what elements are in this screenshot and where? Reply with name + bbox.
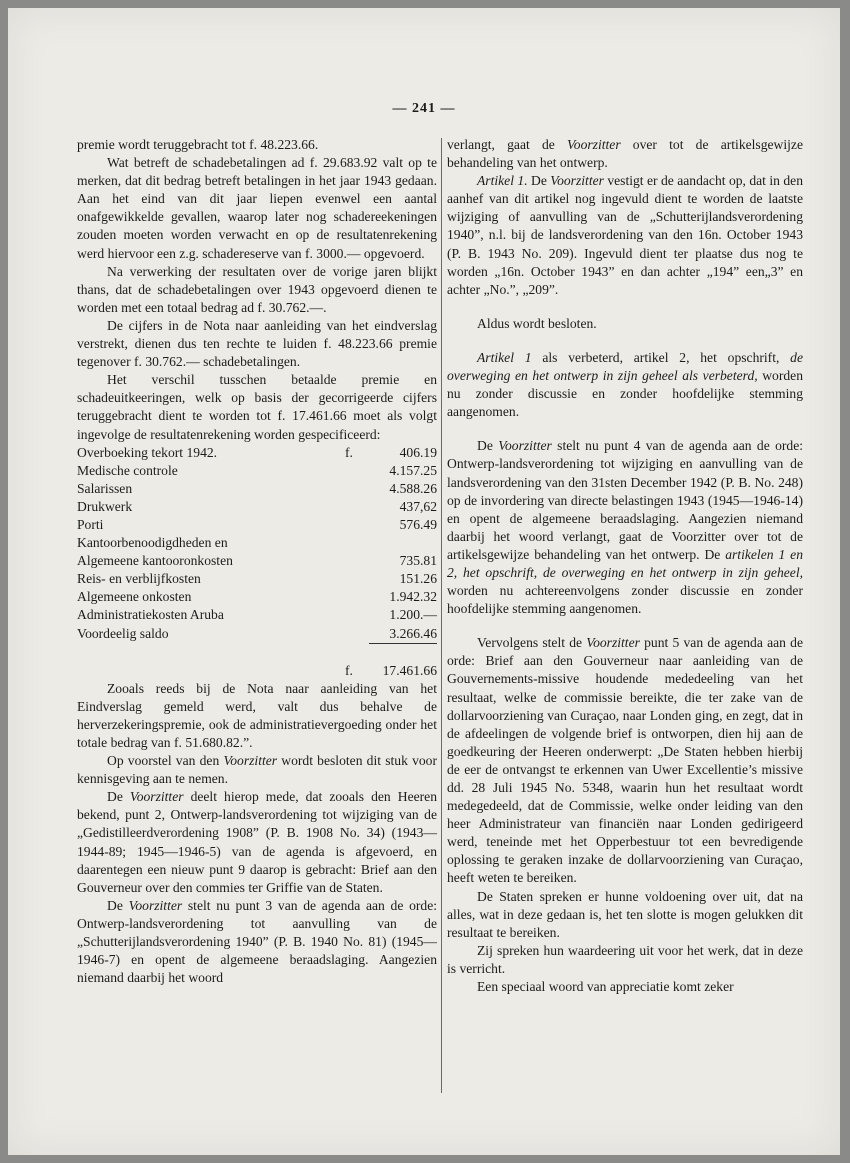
account-row [77, 516, 437, 534]
paragraph: Het verschil tusschen betaalde premie en schadeuitkeeringen, welk op basis der gecorrigeerde cijfers teruggebracht dient te worden tot f. 17.461.66 moet als volgt ingevolge de resultatenrekening worden gespecificeerd: [77, 372, 437, 442]
account-cur [329, 625, 369, 644]
account-label: Kantoorbenoodigdheden en [77, 535, 228, 551]
account-label: Drukwerk [77, 498, 133, 514]
paragraph: De Voorzitter stelt nu punt 4 van de agenda aan de orde: Ontwerp-landsverordening tot wijziging en aanvulling van de landsverordening van den 31sten December 1942 (P. B. No. 248) op de invordering van directe belastingen 1943 (1945—1946-14) en opent de algemeene beraadslaging. Aangezien niemand daarbij het woord verlangt, gaat de Voorzitter over tot de artikelsgewijze behandeling van het ontwerp. De artikelen 1 en 2, het opschrift, de overweging en het ontwerp in zijn geheel, worden nu achtereenvolgens zonder discussie en zonder hoofdelijke stemming aangenomen. [447, 438, 804, 617]
account-amount: 1.200.— [389, 607, 437, 623]
paragraph: Zij spreken hun waardeering uit voor het werk, dat in deze is verricht. [447, 942, 803, 976]
account-cur [329, 462, 369, 480]
account-row [77, 462, 437, 480]
left-column [77, 136, 437, 987]
account-row [77, 480, 437, 498]
account-label: Reis- en verblijfkosten [77, 571, 201, 587]
account-row [77, 498, 437, 516]
account-amount: 576.49 [399, 516, 437, 532]
account-row [77, 570, 437, 588]
paragraph: De Staten spreken er hunne voldoening over uit, dat na alles, wat in deze gedaan is, het ten slotte is mogen gelukken dit resultaat te bereiken. [447, 888, 803, 940]
paragraph: Op voorstel van den Voorzitter wordt besloten dit stuk voor kennisgeving aan te nemen. [77, 753, 437, 787]
account-amount [369, 534, 437, 552]
account-row [77, 606, 437, 624]
paragraph: Zooals reeds bij de Nota naar aanleiding van het Eindverslag gemeld werd, valt dus behalve de herverzekeringspremie, ook de administratievergoeding onder het totale bedrag van f. 51.680.82.”. [77, 680, 437, 750]
account-row [77, 588, 437, 606]
paragraph: De Voorzitter stelt nu punt 3 van de agenda aan de orde: Ontwerp-landsverordening tot aanvulling van de „Schutterijlandsverordening 1940” (P. B. 1940 No. 81) (1945—1946-7) en opent de algemeene beraadslaging. Aangezien niemand daarbij het woord [77, 897, 437, 986]
account-cur: f. [345, 444, 353, 460]
paragraph: De Voorzitter deelt hierop mede, dat zooals den Heeren bekend, punt 2, Ontwerp-landsverordening tot wijziging van de „Gedistilleerdverordening 1908” (P. B. 1908 No. 34) (1943—1944-89; 1945—1946-5) van de agenda is afgevoerd, en daarentegen een nieuw punt 9 daarop is gebracht: Brief aan den Gouverneur over den commies ter Griffie van de Staten. [77, 789, 438, 895]
account-amount: 735.81 [399, 553, 437, 569]
paragraph: Een speciaal woord van appreciatie komt zeker [477, 979, 734, 995]
account-cur [329, 480, 369, 498]
account-cur [329, 588, 369, 606]
account-amount: 437,62 [399, 498, 437, 514]
paragraph: premie wordt teruggebracht tot f. 48.223.66. [77, 137, 319, 152]
account-label: Salarissen [77, 480, 133, 496]
paragraph: Aldus wordt besloten. [477, 315, 597, 331]
account-amount: 3.266.46 [389, 625, 437, 641]
account-label: Medische controle [77, 462, 178, 478]
page-number: — 241 — [392, 101, 456, 116]
paragraph: Vervolgens stelt de Voorzitter punt 5 van de agenda aan de orde: Brief aan den Gouverneur naar aanleiding van de Gouvernements-missive houdende mededeeling van het resultaat, welke de commissie bereikte, die ter zake van de dollarvoorziening van Curaçao, naar Londen ging, en zegt, dat in de afdeelingen de volgende brief is ontworpen, dien hij aan de goedkeuring der Heeren onderwerpt: „De Staten hebben hierbij de eer de ontvangst te erkennen van Uwer Excellentie’s missive dd. 28 Juli 1945 No. 5348, waarin hun het resultaat wordt medegedeeld, dat de Commissie, welke onder leiding van den heer Administrateur van financiën naar Londen gedirigeerd werd, teneinde met het Opperbestuur tot een bevredigende oplossing te geraken inzake de dollarvoorziening van Curaçao, heeft weten te bereiken. [447, 635, 803, 886]
account-row [77, 534, 437, 552]
account-amount: 1.942.32 [389, 589, 437, 605]
accounts-table [77, 444, 437, 680]
total-amount: 17.461.66 [382, 662, 437, 678]
paragraph: Artikel 1. De Voorzitter vestigt er de aandacht op, dat in den aanhef van dit artikel nog ingevuld dient te worden de laatste wijziging of aanvulling van de „Schutterijlandsverordening 1940”, n.l. bij de landsverordening van den 16n. October 1943 (P. B. 1943 No. 209). Ingevuld dient ter plaatse dus nog te worden „16n. October 1943” en dan achter „194” een„3” en achter „No.”, „209”. [447, 173, 803, 297]
account-amount: 406.19 [399, 444, 437, 460]
document-page [8, 8, 840, 1155]
paragraph: Wat betreft de schadebetalingen ad f. 29.683.92 valt op te merken, dat dit bedrag betreft betalingen in het jaar 1943 gedaan. Aan het eind van dit jaar liepen evenwel een aantal onafgewikkelde gevallen, waarop later nog schadereekeningen zouden moeten worden verwacht en op de resultatenrekening werd hiervoor een z.g. schadereserve van f. 3000.— opgevoerd. [77, 155, 437, 261]
account-label: Overboeking tekort 1942. [77, 444, 218, 460]
account-row [77, 444, 437, 462]
account-cur [329, 552, 369, 570]
account-row [77, 625, 437, 644]
paragraph: Artikel 1 als verbeterd, artikel 2, het opschrift, de overweging en het ontwerp in zijn geheel als verbeterd, worden nu zonder discussie en zonder hoofdelijke stemming aangenomen. [447, 349, 803, 420]
right-column [447, 136, 803, 996]
account-label: Algemeene kantooronkosten [77, 553, 233, 569]
account-label: Algemeene onkosten [77, 589, 192, 605]
account-cur [329, 570, 369, 588]
account-label: Voordeelig saldo [77, 625, 169, 641]
account-amount: 4.588.26 [389, 480, 437, 496]
account-cur [329, 534, 369, 552]
account-row [77, 552, 437, 570]
account-amount: 4.157.25 [389, 462, 437, 478]
paragraph: verlangt, gaat de Voorzitter over tot de artikelsgewijze behandeling van het ontwerp. [447, 137, 803, 171]
paragraph: Na verwerking der resultaten over de vorige jaren blijkt thans, dat de schadebetalingen over 1943 opgevoerd dienen te worden met een totaal bedrag ad f. 30.762.—. [77, 263, 437, 315]
account-cur [329, 498, 369, 516]
account-amount: 151.26 [399, 571, 437, 587]
account-label: Porti [77, 516, 104, 532]
paragraph: De cijfers in de Nota naar aanleiding van het eindverslag verstrekt, dienen dus ten rechte te luiden f. 48.223.66 premie tegenover f. 30.762.— schadebetalingen. [77, 317, 437, 370]
total-row [77, 662, 437, 680]
account-cur [329, 606, 369, 624]
account-cur [329, 516, 369, 534]
account-label: Administratiekosten Aruba [77, 607, 224, 623]
total-currency: f. [345, 662, 353, 678]
column-divider [441, 138, 442, 1093]
